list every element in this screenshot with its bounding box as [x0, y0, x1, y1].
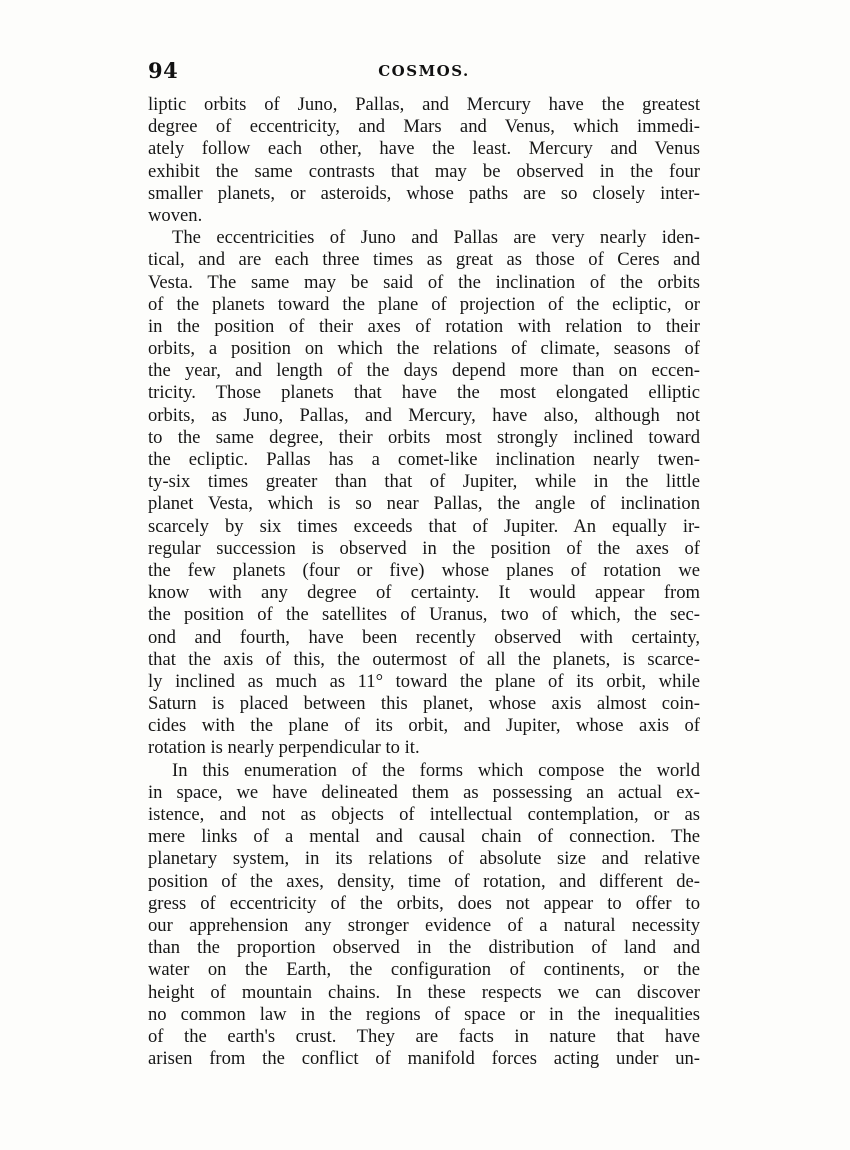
text-line: the ecliptic. Pallas has a comet-like inclination nearly twen-	[148, 449, 700, 470]
page-number: 94	[148, 58, 179, 83]
text-line: ond and fourth, have been recently observed with certainty,	[148, 626, 700, 648]
text-line: the few planets (four or five) whose planes of rotation we	[148, 559, 700, 581]
text-line: that the axis of this, the outermost of all the planets, is scarce-	[148, 648, 700, 670]
body-text	[148, 94, 700, 1070]
text-line: ty-six times greater than that of Jupiter, while in the little	[148, 471, 700, 493]
text-line: to the same degree, their orbits most strongly inclined toward	[148, 426, 700, 448]
text-line: arisen from the conflict of manifold forces acting under un-	[148, 1048, 700, 1070]
text-line: in space, we have delineated them as possessing an actual ex-	[148, 781, 700, 803]
paragraph	[148, 94, 700, 227]
text-line: our apprehension any stronger evidence of a natural necessity	[148, 914, 700, 936]
text-line: woven.	[148, 204, 203, 226]
text-line: Saturn is placed between this planet, whose axis almost coin-	[148, 693, 700, 715]
text-line: planet Vesta, which is so near Pallas, the angle of inclination	[148, 493, 700, 515]
text-line: degree of eccentricity, and Mars and Venus, which immedi-	[148, 116, 700, 138]
text-line: cides with the plane of its orbit, and Jupiter, whose axis of	[148, 715, 700, 737]
text-line: liptic orbits of Juno, Pallas, and Mercury have the greatest	[148, 94, 700, 115]
text-line: orbits, a position on which the relations of climate, seasons of	[148, 338, 700, 360]
text-line: planetary system, in its relations of absolute size and relative	[148, 848, 700, 870]
text-line: in the position of their axes of rotation with relation to their	[148, 315, 700, 337]
running-head: COSMOS.	[378, 62, 470, 80]
text-line: The eccentricities of Juno and Pallas are very nearly iden-	[172, 227, 700, 249]
text-line: exhibit the same contrasts that may be observed in the four	[148, 160, 700, 182]
text-line: scarcely by six times exceeds that of Jupiter. An equally ir-	[148, 515, 700, 537]
text-line: smaller planets, or asteroids, whose paths are so closely inter-	[148, 182, 700, 204]
text-line: Vesta. The same may be said of the inclination of the orbits	[148, 271, 700, 293]
text-line: no common law in the regions of space or in the inequalities	[148, 1003, 700, 1025]
text-line: position of the axes, density, time of rotation, and different de-	[148, 870, 700, 892]
text-line: tricity. Those planets that have the most elongated elliptic	[148, 382, 700, 404]
text-line: rotation is nearly perpendicular to it.	[148, 737, 420, 759]
text-line: of the planets toward the plane of projection of the ecliptic, or	[148, 293, 700, 315]
text-line: the year, and length of the days depend more than on eccen-	[148, 360, 700, 382]
page-header	[148, 58, 700, 88]
text-line: ately follow each other, have the least. Mercury and Venus	[148, 138, 700, 160]
text-line: the position of the satellites of Uranus, two of which, the sec-	[148, 604, 700, 626]
paragraph	[148, 227, 700, 760]
text-line: gress of eccentricity of the orbits, does not appear to offer to	[148, 892, 700, 914]
text-line: mere links of a mental and causal chain of connection. The	[148, 826, 700, 848]
text-line: tical, and are each three times as great as those of Ceres and	[148, 249, 700, 271]
text-line: regular succession is observed in the position of the axes of	[148, 537, 700, 559]
text-line: istence, and not as objects of intellectual contemplation, or as	[148, 804, 700, 825]
text-line: water on the Earth, the configuration of continents, or the	[148, 959, 700, 981]
text-line: know with any degree of certainty. It would appear from	[148, 582, 700, 604]
text-line: orbits, as Juno, Pallas, and Mercury, have also, although not	[148, 404, 700, 426]
text-line: In this enumeration of the forms which compose the world	[172, 759, 700, 781]
paragraph	[148, 760, 700, 1071]
text-line: ly inclined as much as 11° toward the plane of its orbit, while	[148, 670, 700, 692]
text-line: than the proportion observed in the distribution of land and	[148, 937, 700, 959]
text-line: of the earth's crust. They are facts in nature that have	[148, 1025, 700, 1047]
text-line: height of mountain chains. In these respects we can discover	[148, 981, 700, 1003]
